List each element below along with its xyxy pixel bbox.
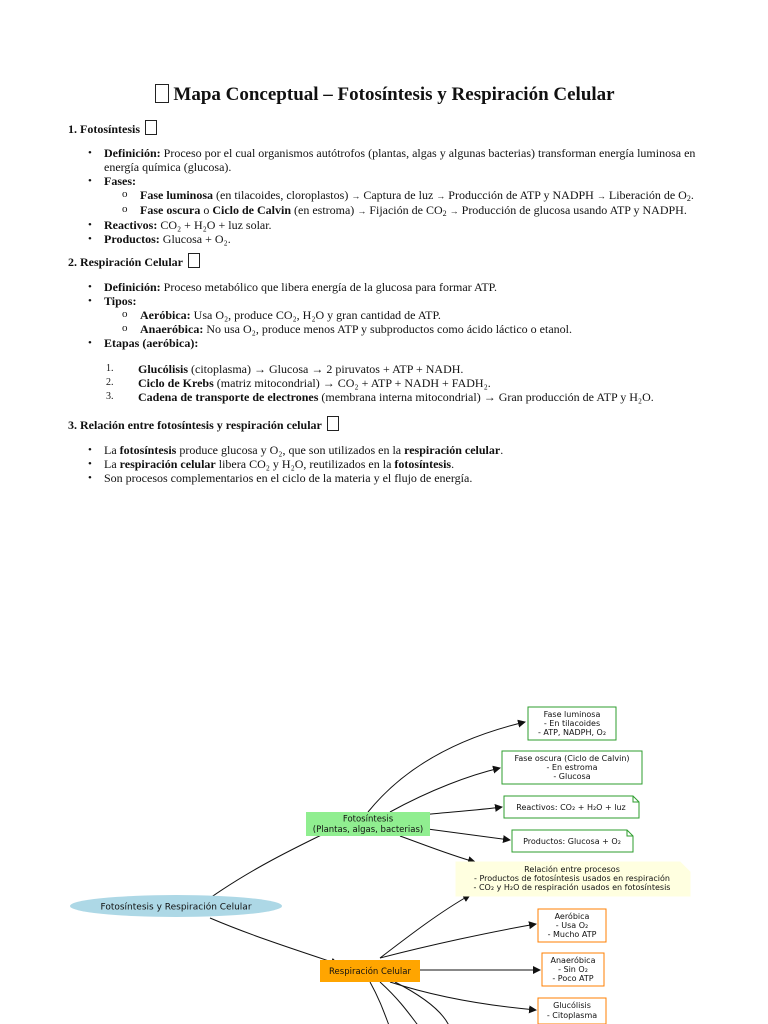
missing-glyph-icon	[188, 253, 200, 268]
list-item: • Productos: Glucosa + O₂.	[88, 232, 698, 246]
node-respiracion-label: Respiración Celular	[329, 967, 411, 977]
node-fase-luminosa-title: Fase luminosa	[543, 710, 601, 719]
list-item: • Tipos: o Aeróbica: Usa O₂, produce CO₂, H₂O y gran cantidad de ATP. o Anaeróbica: No usa O₂, produce menos ATP y subproductos como ácido láctico o etanol.	[88, 294, 698, 336]
node-root-label: Fotosíntesis y Respiración Celular	[100, 902, 252, 913]
node-relacion-line: - CO₂ y H₂O de respiración usados en fotosíntesis	[473, 883, 671, 892]
node-fotosintesis-sublabel: (Plantas, algas, bacterias)	[312, 825, 424, 835]
node-anaerobica-line: - Sin O₂	[558, 965, 588, 974]
list-item: • Fases: o Fase luminosa (en tilacoides, cloroplastos) → Captura de luz → Producción de ATP y NADPH → Liberación de $O_2$. o Fase oscura o Ciclo de Calvin (en estroma) → Fijación de $CO_2$ → Producción de glucosa usando ATP y NADPH.	[88, 174, 698, 218]
list-item: 3. Cadena de transporte de electrones (membrana interna mitocondrial) → Gran producción de ATP y H₂O.	[106, 390, 654, 404]
edge-foto-productos	[420, 828, 510, 840]
node-aerobica-title: Aeróbica	[554, 912, 590, 921]
list-item: • Definición: Proceso metabólico que libera energía de la glucosa para formar ATP.	[88, 280, 698, 294]
missing-glyph-icon	[145, 120, 157, 135]
list-item: 1. Glucólisis (citoplasma) → Glucosa → 2 piruvatos + ATP + NADH.	[106, 362, 464, 376]
list-item: • La respiración celular libera CO₂ y H₂O, reutilizados en la fotosíntesis.	[88, 457, 698, 471]
edge-foto-relacion	[400, 836, 475, 862]
node-reactivos-label: Reactivos: CO₂ + H₂O + luz	[516, 803, 626, 812]
node-fase-oscura-line: - Glucosa	[553, 772, 591, 781]
list-item: • La fotosíntesis produce glucosa y O₂, que son utilizados en la respiración celular.	[88, 443, 698, 457]
list-item: • Definición: Proceso por el cual organismos autótrofos (plantas, algas y algunas bacterias) transforman energía luminosa en energía química (glucosa).	[88, 146, 698, 174]
node-relacion-title: Relación entre procesos	[524, 865, 620, 874]
edge-resp-other	[395, 982, 450, 1024]
node-fase-oscura-line: - En estroma	[546, 763, 598, 772]
etapas-list	[106, 362, 706, 404]
missing-glyph-icon	[155, 84, 169, 103]
list-item: • Etapas (aeróbica):	[88, 336, 698, 350]
edge-foto-luminosa	[368, 722, 525, 812]
page-title: Mapa Conceptual – Fotosíntesis y Respiración Celular	[0, 83, 768, 107]
section-heading-relacion: 3. Relación entre fotosíntesis y respiración celular	[68, 416, 339, 433]
edge-resp-gluc	[390, 982, 536, 1010]
edge-root-resp	[210, 918, 338, 964]
node-productos-label: Productos: Glucosa + O₂	[523, 837, 621, 846]
edge-resp-aer	[380, 924, 536, 958]
section-heading-respiracion: 2. Respiración Celular	[68, 253, 200, 270]
node-relacion-line: - Productos de fotosíntesis usados en respiración	[474, 874, 670, 883]
node-anaerobica-title: Anaeróbica	[550, 956, 596, 965]
list-item: o Aeróbica: Usa O₂, produce CO₂, H₂O y gran cantidad de ATP.	[122, 308, 698, 322]
edge-resp-relacion	[380, 895, 470, 958]
node-aerobica-line: - Mucho ATP	[547, 930, 597, 939]
list-item: 2. Ciclo de Krebs (matriz mitocondrial) → CO₂ + ATP + NADH + FADH₂.	[106, 376, 491, 390]
node-fase-luminosa-line: - En tilacoides	[543, 719, 601, 728]
node-aerobica-line: - Usa O₂	[555, 921, 589, 930]
respiracion-list	[88, 280, 698, 350]
node-glucolisis-line: - Citoplasma	[546, 1011, 598, 1020]
concept-map	[0, 690, 768, 1024]
edge-foto-reactivos	[420, 807, 502, 815]
node-glucolisis-title: Glucólisis	[553, 1001, 591, 1010]
relacion-list	[88, 443, 698, 485]
node-fase-luminosa-line: - ATP, NADPH, O₂	[537, 728, 607, 737]
section-heading-fotosintesis: 1. Fotosíntesis	[68, 120, 157, 137]
missing-glyph-icon	[327, 416, 339, 431]
list-item: o Fase luminosa (en tilacoides, cloroplastos) → Captura de luz → Producción de ATP y NADPH → Liberación de $O_2$.	[122, 188, 698, 203]
fases-list	[122, 188, 698, 218]
tipos-list	[122, 308, 698, 336]
list-item: • Son procesos complementarios en el ciclo de la materia y el flujo de energía.	[88, 471, 698, 485]
concept-map-svg	[0, 690, 768, 1024]
edge-root-foto	[210, 826, 340, 898]
list-item: o Fase oscura o Ciclo de Calvin (en estroma) → Fijación de $CO_2$ → Producción de glucosa usando ATP y NADPH.	[122, 203, 698, 218]
node-anaerobica-line: - Poco ATP	[552, 974, 594, 983]
node-fase-oscura-title: Fase oscura (Ciclo de Calvin)	[514, 754, 630, 763]
list-item: • Reactivos: CO₂ + H₂O + luz solar.	[88, 218, 698, 232]
list-item: o Anaeróbica: No usa O₂, produce menos ATP y subproductos como ácido láctico o etanol.	[122, 322, 698, 336]
node-fotosintesis-label: Fotosíntesis	[342, 814, 394, 825]
fotosintesis-list	[88, 146, 698, 246]
